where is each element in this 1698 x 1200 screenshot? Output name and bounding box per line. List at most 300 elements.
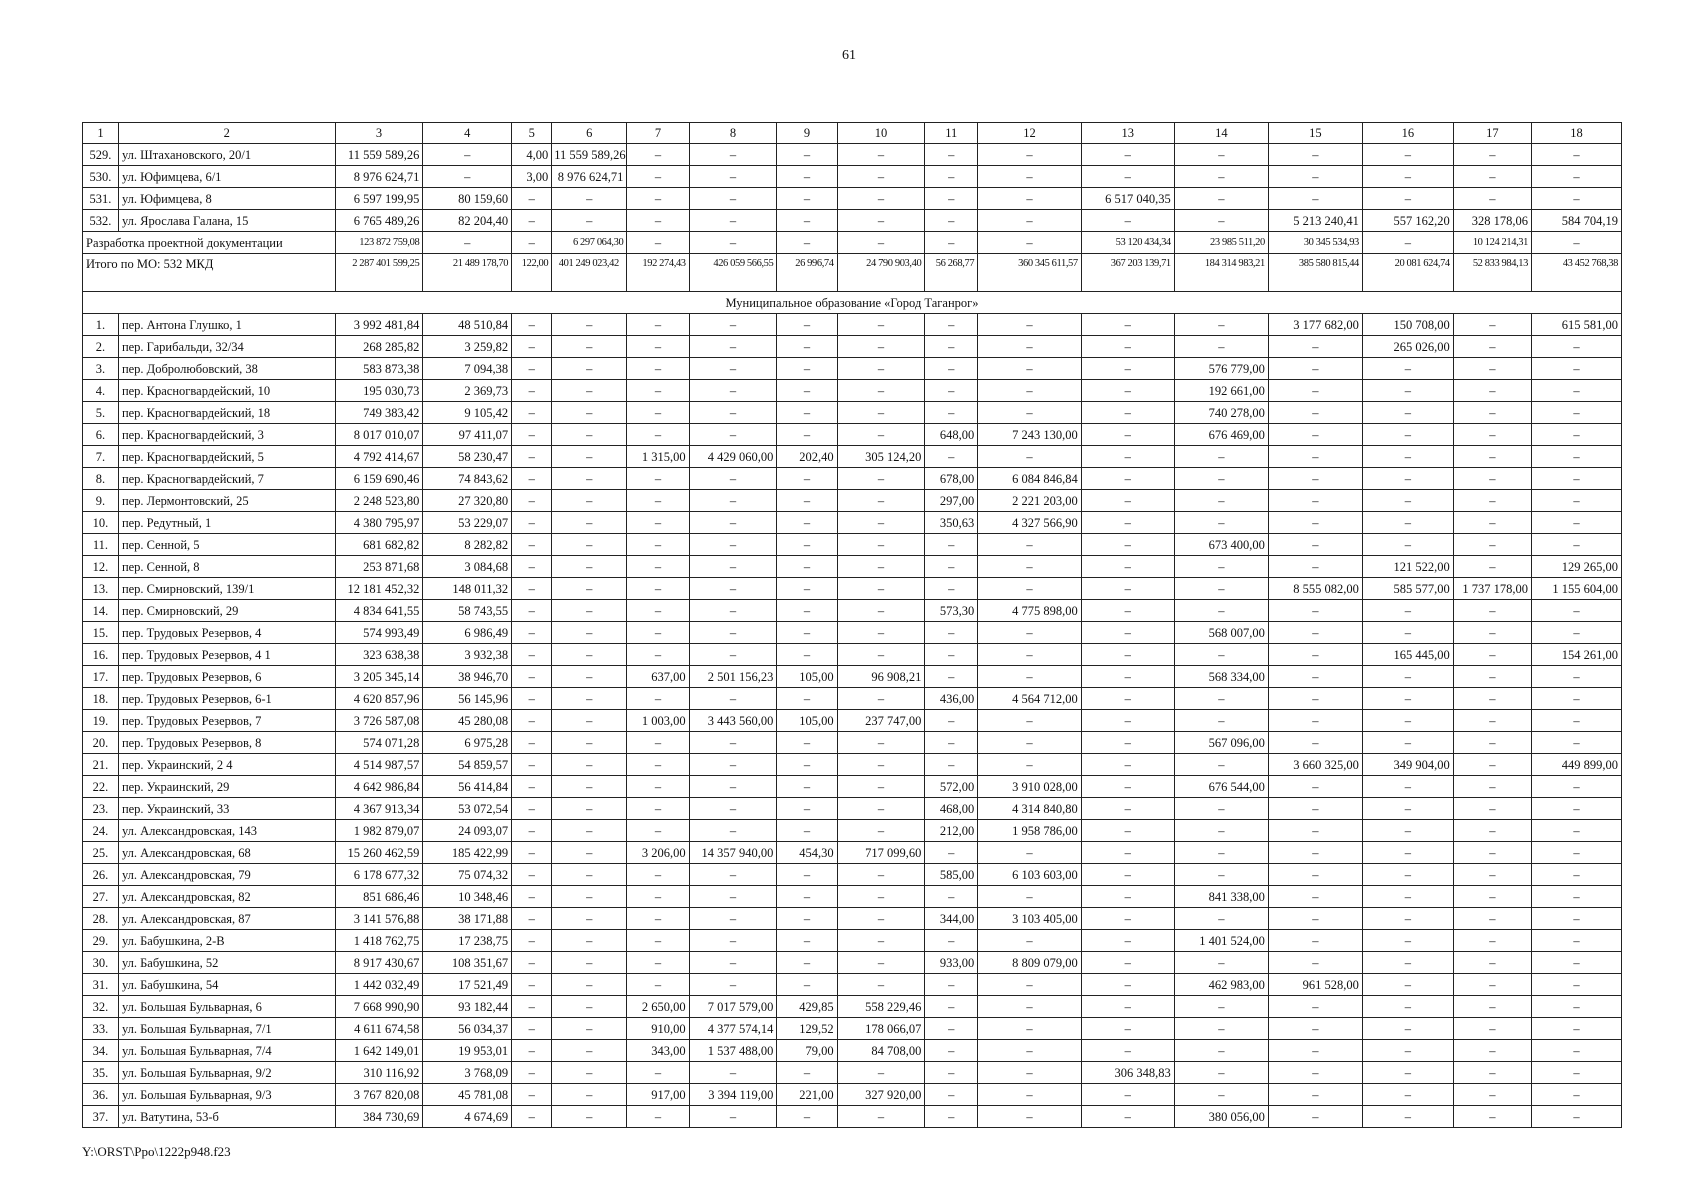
table-cell: – <box>689 864 777 886</box>
table-cell: 178 066,07 <box>837 1018 925 1040</box>
table-cell: – <box>1174 336 1268 358</box>
table-cell: 32. <box>83 996 119 1018</box>
table-cell: – <box>552 490 627 512</box>
table-cell: – <box>512 424 552 446</box>
table-cell: – <box>777 908 837 930</box>
table-cell: – <box>1362 798 1453 820</box>
table-cell: – <box>1453 336 1531 358</box>
table-cell: – <box>627 732 689 754</box>
table-cell: 18. <box>83 688 119 710</box>
table-cell: – <box>777 798 837 820</box>
table-cell: – <box>837 144 925 166</box>
table-cell: 150 708,00 <box>1362 314 1453 336</box>
table-cell: – <box>1081 864 1174 886</box>
table-cell: – <box>837 974 925 996</box>
table-cell: – <box>1268 166 1362 188</box>
table-cell: 13. <box>83 578 119 600</box>
table-cell: – <box>978 1018 1082 1040</box>
table-cell: 8 555 082,00 <box>1268 578 1362 600</box>
column-number-cell: 10 <box>837 123 925 144</box>
table-cell: ул. Штахановского, 20/1 <box>118 144 335 166</box>
table-cell: – <box>777 534 837 556</box>
table-cell: 454,30 <box>777 842 837 864</box>
table-cell: – <box>978 886 1082 908</box>
table-cell: – <box>925 166 978 188</box>
table-cell: – <box>1268 710 1362 732</box>
table-cell: – <box>1362 908 1453 930</box>
table-cell: – <box>512 600 552 622</box>
table-cell: – <box>512 754 552 776</box>
table-cell: – <box>627 380 689 402</box>
table-cell: – <box>512 974 552 996</box>
section-title: Муниципальное образование «Город Таганрог» <box>83 292 1622 314</box>
table-row <box>83 556 1622 578</box>
table-cell: 2 650,00 <box>627 996 689 1018</box>
table-cell: – <box>1453 908 1531 930</box>
table-cell: ул. Александровская, 143 <box>118 820 335 842</box>
table-cell: 4 792 414,67 <box>335 446 423 468</box>
table-cell: 384 730,69 <box>335 1106 423 1128</box>
table-cell: 11 559 589,26 <box>335 144 423 166</box>
table-cell: – <box>1532 798 1622 820</box>
table-row <box>83 1084 1622 1106</box>
table-cell: – <box>925 446 978 468</box>
table-cell: пер. Редутный, 1 <box>118 512 335 534</box>
table-cell: – <box>1081 556 1174 578</box>
table-cell: 648,00 <box>925 424 978 446</box>
table-cell: – <box>1081 144 1174 166</box>
table-cell: ул. Юфимцева, 8 <box>118 188 335 210</box>
table-cell: – <box>552 1040 627 1062</box>
table-cell: – <box>777 210 837 232</box>
table-cell: – <box>837 622 925 644</box>
table-cell: 4 834 641,55 <box>335 600 423 622</box>
table-cell: 532. <box>83 210 119 232</box>
table-cell: – <box>978 930 1082 952</box>
table-cell: 53 120 434,34 <box>1081 232 1174 254</box>
table-cell: 6. <box>83 424 119 446</box>
table-cell: 129,52 <box>777 1018 837 1040</box>
table-row <box>83 402 1622 424</box>
section-header-row <box>83 292 1622 314</box>
table-cell: – <box>689 534 777 556</box>
table-cell: – <box>1532 534 1622 556</box>
table-cell: – <box>1174 490 1268 512</box>
table-cell: 45 781,08 <box>423 1084 512 1106</box>
table-cell: – <box>1362 1062 1453 1084</box>
table-cell: ул. Большая Бульварная, 9/2 <box>118 1062 335 1084</box>
table-cell: – <box>689 754 777 776</box>
column-number-cell: 9 <box>777 123 837 144</box>
table-cell: – <box>512 468 552 490</box>
table-cell: – <box>627 622 689 644</box>
table-cell: – <box>1532 424 1622 446</box>
table-cell: – <box>627 908 689 930</box>
table-row <box>83 798 1622 820</box>
table-cell: – <box>1453 842 1531 864</box>
table-cell: – <box>552 798 627 820</box>
table-cell: – <box>627 688 689 710</box>
table-cell: 306 348,83 <box>1081 1062 1174 1084</box>
table-cell: – <box>1532 666 1622 688</box>
table-cell: ул. Большая Бульварная, 7/1 <box>118 1018 335 1040</box>
table-cell: 1 737 178,00 <box>1453 578 1531 600</box>
table-row <box>83 1062 1622 1084</box>
table-cell: 22. <box>83 776 119 798</box>
table-cell: – <box>1532 512 1622 534</box>
table-cell: 30. <box>83 952 119 974</box>
table-cell: – <box>552 446 627 468</box>
column-number-cell: 12 <box>978 123 1082 144</box>
table-cell: 676 469,00 <box>1174 424 1268 446</box>
table-cell: 20. <box>83 732 119 754</box>
table-cell: – <box>1453 534 1531 556</box>
table-cell: 10 124 214,31 <box>1453 232 1531 254</box>
table-cell: – <box>978 380 1082 402</box>
table-cell: – <box>837 380 925 402</box>
table-cell: ул. Александровская, 68 <box>118 842 335 864</box>
table-cell: – <box>627 336 689 358</box>
table-cell: ул. Ватутина, 53-б <box>118 1106 335 1128</box>
table-cell: – <box>1532 930 1622 952</box>
table-cell: 572,00 <box>925 776 978 798</box>
table-cell: 52 833 984,13 <box>1453 254 1531 292</box>
table-cell: 4,00 <box>512 144 552 166</box>
table-row <box>83 512 1622 534</box>
table-cell: – <box>837 512 925 534</box>
table-row <box>83 210 1622 232</box>
table-cell: – <box>627 144 689 166</box>
table-cell: – <box>978 210 1082 232</box>
table-cell: – <box>512 1084 552 1106</box>
table-cell: – <box>1453 166 1531 188</box>
table-cell: – <box>1174 600 1268 622</box>
table-cell: – <box>1362 380 1453 402</box>
table-cell: – <box>978 842 1082 864</box>
table-cell: – <box>1532 886 1622 908</box>
table-cell: – <box>1532 1106 1622 1128</box>
table-cell: – <box>837 644 925 666</box>
table-cell: 6 297 064,30 <box>552 232 627 254</box>
table-cell: 148 011,32 <box>423 578 512 600</box>
table-cell: – <box>1453 556 1531 578</box>
table-cell: – <box>689 622 777 644</box>
table-cell: – <box>689 1062 777 1084</box>
table-row <box>83 446 1622 468</box>
table-cell: – <box>512 1106 552 1128</box>
table-cell: – <box>1268 776 1362 798</box>
table-cell: – <box>978 144 1082 166</box>
table-cell: – <box>512 908 552 930</box>
table-cell: – <box>1081 490 1174 512</box>
table-cell: – <box>1081 930 1174 952</box>
table-cell: – <box>978 974 1082 996</box>
table-cell: – <box>1362 358 1453 380</box>
table-cell: 1 418 762,75 <box>335 930 423 952</box>
table-cell: 933,00 <box>925 952 978 974</box>
table-cell: – <box>1174 842 1268 864</box>
table-cell: 468,00 <box>925 798 978 820</box>
table-cell: 3,00 <box>512 166 552 188</box>
table-cell: – <box>837 820 925 842</box>
table-cell: 82 204,40 <box>423 210 512 232</box>
table-cell: 21. <box>83 754 119 776</box>
table-cell: 3 726 587,08 <box>335 710 423 732</box>
column-number-cell: 11 <box>925 123 978 144</box>
table-cell: 9 105,42 <box>423 402 512 424</box>
table-cell: – <box>925 754 978 776</box>
table-cell: – <box>1453 974 1531 996</box>
table-cell: – <box>1453 710 1531 732</box>
table-cell: – <box>552 600 627 622</box>
table-cell: 2. <box>83 336 119 358</box>
table-cell: – <box>1532 144 1622 166</box>
table-cell: – <box>627 798 689 820</box>
table-cell: – <box>1268 600 1362 622</box>
table-cell: 27. <box>83 886 119 908</box>
table-cell: – <box>1453 930 1531 952</box>
table-cell: 917,00 <box>627 1084 689 1106</box>
table-cell: 6 765 489,26 <box>335 210 423 232</box>
table-cell: – <box>1081 336 1174 358</box>
table-cell: 1 401 524,00 <box>1174 930 1268 952</box>
table-cell: – <box>1081 666 1174 688</box>
table-cell: – <box>512 512 552 534</box>
table-row <box>83 188 1622 210</box>
table-row <box>83 710 1622 732</box>
table-cell: 426 059 566,55 <box>689 254 777 292</box>
table-cell: 184 314 983,21 <box>1174 254 1268 292</box>
table-cell: 96 908,21 <box>837 666 925 688</box>
table-cell: – <box>1081 776 1174 798</box>
table-cell: 557 162,20 <box>1362 210 1453 232</box>
table-cell: – <box>552 380 627 402</box>
table-cell: – <box>1268 556 1362 578</box>
table-cell: – <box>1453 776 1531 798</box>
table-cell: – <box>1268 144 1362 166</box>
table-row <box>83 166 1622 188</box>
table-cell: – <box>1174 908 1268 930</box>
table-cell: – <box>512 490 552 512</box>
table-cell: – <box>689 468 777 490</box>
table-cell: – <box>689 732 777 754</box>
table-cell: – <box>978 358 1082 380</box>
table-cell: – <box>1268 336 1362 358</box>
table-cell: – <box>1268 1106 1362 1128</box>
table-cell: 8 809 079,00 <box>978 952 1082 974</box>
column-number-cell: 13 <box>1081 123 1174 144</box>
table-cell: – <box>1453 1040 1531 1062</box>
table-cell: – <box>512 864 552 886</box>
table-cell: 676 544,00 <box>1174 776 1268 798</box>
table-cell: – <box>978 1084 1082 1106</box>
table-cell: – <box>1453 1106 1531 1128</box>
table-cell: – <box>689 776 777 798</box>
table-cell: 7 668 990,90 <box>335 996 423 1018</box>
table-cell: – <box>978 1106 1082 1128</box>
table-cell: – <box>1453 666 1531 688</box>
table-cell: 97 411,07 <box>423 424 512 446</box>
table-cell: 45 280,08 <box>423 710 512 732</box>
table-cell: – <box>552 1062 627 1084</box>
table-cell: – <box>512 622 552 644</box>
table-cell: 56 034,37 <box>423 1018 512 1040</box>
table-cell: – <box>689 820 777 842</box>
table-cell: Итого по МО: 532 МКД <box>83 254 336 292</box>
table-cell: пер. Красногвардейский, 10 <box>118 380 335 402</box>
table-cell: – <box>552 710 627 732</box>
table-cell: – <box>1532 490 1622 512</box>
table-cell: – <box>777 556 837 578</box>
table-cell: 851 686,46 <box>335 886 423 908</box>
table-cell: 38 171,88 <box>423 908 512 930</box>
table-cell: – <box>627 864 689 886</box>
table-cell: 56 268,77 <box>925 254 978 292</box>
table-cell: – <box>777 1062 837 1084</box>
table-cell: 574 993,49 <box>335 622 423 644</box>
table-cell: – <box>1362 666 1453 688</box>
table-cell: – <box>627 512 689 534</box>
table-cell: 93 182,44 <box>423 996 512 1018</box>
table-cell: – <box>552 314 627 336</box>
table-cell: – <box>925 930 978 952</box>
table-cell: – <box>689 402 777 424</box>
table-cell: 35. <box>83 1062 119 1084</box>
table-cell: – <box>552 842 627 864</box>
table-cell: – <box>1532 974 1622 996</box>
table-cell: – <box>837 1062 925 1084</box>
table-cell: – <box>1453 144 1531 166</box>
table-cell: – <box>777 358 837 380</box>
table-cell: – <box>1268 622 1362 644</box>
table-cell: – <box>552 358 627 380</box>
table-cell: 12 181 452,32 <box>335 578 423 600</box>
table-cell: пер. Красногвардейский, 7 <box>118 468 335 490</box>
table-cell: 2 369,73 <box>423 380 512 402</box>
table-cell: – <box>689 380 777 402</box>
table-cell: – <box>1081 578 1174 600</box>
table-cell: 192 274,43 <box>627 254 689 292</box>
table-cell: – <box>1174 996 1268 1018</box>
table-cell: пер. Гарибальди, 32/34 <box>118 336 335 358</box>
table-cell: – <box>552 820 627 842</box>
table-cell: – <box>1081 1040 1174 1062</box>
table-cell: – <box>689 578 777 600</box>
table-cell: 717 099,60 <box>837 842 925 864</box>
table-cell: – <box>777 144 837 166</box>
table-cell: 27 320,80 <box>423 490 512 512</box>
table-cell: пер. Красногвардейский, 3 <box>118 424 335 446</box>
table-cell: – <box>777 380 837 402</box>
table-cell: 615 581,00 <box>1532 314 1622 336</box>
table-cell: – <box>627 820 689 842</box>
table-cell: 328 178,06 <box>1453 210 1531 232</box>
table-row <box>83 1106 1622 1128</box>
table-cell: – <box>1362 1084 1453 1106</box>
table-cell: 105,00 <box>777 666 837 688</box>
column-number-cell: 3 <box>335 123 423 144</box>
table-cell: 8 976 624,71 <box>552 166 627 188</box>
table-cell: 24 790 903,40 <box>837 254 925 292</box>
table-cell: – <box>512 446 552 468</box>
table-cell: 429,85 <box>777 996 837 1018</box>
table-cell: – <box>1268 424 1362 446</box>
table-cell: – <box>627 534 689 556</box>
table-cell: пер. Украинский, 29 <box>118 776 335 798</box>
table-cell: 3 660 325,00 <box>1268 754 1362 776</box>
table-cell: – <box>925 534 978 556</box>
table-cell: – <box>978 1040 1082 1062</box>
table-cell: 573,30 <box>925 600 978 622</box>
table-cell: – <box>837 1106 925 1128</box>
table-cell: – <box>1362 1018 1453 1040</box>
table-cell: 3 394 119,00 <box>689 1084 777 1106</box>
table-row <box>83 820 1622 842</box>
table-cell: – <box>627 358 689 380</box>
table-cell: – <box>837 534 925 556</box>
table-cell: – <box>512 688 552 710</box>
table-cell: – <box>1081 402 1174 424</box>
table-cell: – <box>777 468 837 490</box>
table-cell: 24. <box>83 820 119 842</box>
table-cell: – <box>1532 952 1622 974</box>
table-cell: 80 159,60 <box>423 188 512 210</box>
column-number-cell: 18 <box>1532 123 1622 144</box>
table-cell: 3 932,38 <box>423 644 512 666</box>
table-cell: 12. <box>83 556 119 578</box>
table-cell: – <box>837 166 925 188</box>
table-cell: 6 159 690,46 <box>335 468 423 490</box>
table-cell: – <box>777 402 837 424</box>
table-cell: – <box>1174 468 1268 490</box>
table-cell: – <box>627 776 689 798</box>
table-cell: 568 334,00 <box>1174 666 1268 688</box>
table-cell: 530. <box>83 166 119 188</box>
table-cell: – <box>1268 512 1362 534</box>
table-cell: 6 597 199,95 <box>335 188 423 210</box>
table-cell: – <box>1532 710 1622 732</box>
table-cell: 185 422,99 <box>423 842 512 864</box>
table-cell: – <box>1532 358 1622 380</box>
table-cell: 531. <box>83 188 119 210</box>
table-cell: – <box>512 644 552 666</box>
table-cell: 7. <box>83 446 119 468</box>
table-cell: 2 501 156,23 <box>689 666 777 688</box>
table-cell: 2 221 203,00 <box>978 490 1082 512</box>
table-cell: 574 071,28 <box>335 732 423 754</box>
table-cell: – <box>777 732 837 754</box>
table-cell: пер. Смирновский, 139/1 <box>118 578 335 600</box>
table-cell: – <box>1453 864 1531 886</box>
table-cell: – <box>689 314 777 336</box>
table-cell: 2 287 401 599,25 <box>335 254 423 292</box>
table-cell: пер. Смирновский, 29 <box>118 600 335 622</box>
table-cell: – <box>1081 210 1174 232</box>
table-cell: 8 282,82 <box>423 534 512 556</box>
table-cell: – <box>1174 144 1268 166</box>
table-cell: 583 873,38 <box>335 358 423 380</box>
table-cell: – <box>1174 188 1268 210</box>
table-cell: пер. Трудовых Резервов, 6-1 <box>118 688 335 710</box>
table-cell: 449 899,00 <box>1532 754 1622 776</box>
table-cell: пер. Сенной, 8 <box>118 556 335 578</box>
table-cell: – <box>925 314 978 336</box>
table-cell: – <box>925 402 978 424</box>
table-cell: 75 074,32 <box>423 864 512 886</box>
table-cell: – <box>777 512 837 534</box>
table-cell: – <box>925 556 978 578</box>
table-cell: – <box>978 666 1082 688</box>
